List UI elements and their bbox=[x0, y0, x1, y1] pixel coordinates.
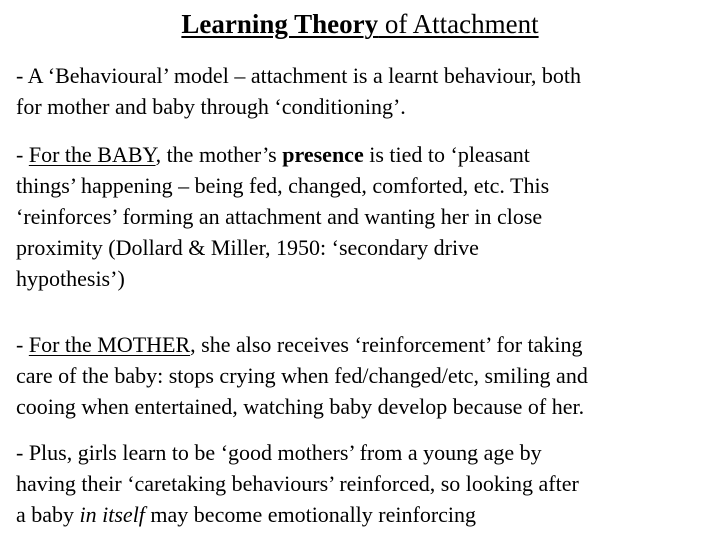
text-segment: a baby bbox=[16, 502, 80, 527]
paragraph-line: hypothesis’) bbox=[16, 266, 125, 291]
paragraph-behavioural-model bbox=[16, 60, 716, 122]
paragraph-line bbox=[16, 329, 716, 360]
paragraph-line: having their ‘caretaking behaviours’ reinforced, so looking after bbox=[16, 471, 579, 496]
paragraph-girls-learn bbox=[16, 437, 716, 530]
paragraph-line: care of the baby: stops crying when fed/changed/etc, smiling and bbox=[16, 363, 588, 388]
paragraph-line bbox=[16, 499, 716, 530]
paragraph-line: things’ happening – being fed, changed, comforted, etc. This bbox=[16, 173, 550, 198]
title-regular-text: of Attachment bbox=[378, 9, 539, 39]
text-segment: , she also receives ‘reinforcement’ for taking bbox=[190, 332, 583, 357]
paragraph-line: - A ‘Behavioural’ model – attachment is a learnt behaviour, both bbox=[16, 63, 582, 88]
slide-title bbox=[0, 7, 720, 41]
paragraph-line: - Plus, girls learn to be ‘good mothers’ from a young age by bbox=[16, 440, 542, 465]
text-segment: may become emotionally reinforcing bbox=[144, 502, 477, 527]
paragraph-line bbox=[16, 139, 716, 170]
underlined-heading: For the MOTHER bbox=[28, 332, 191, 357]
bold-text: presence bbox=[282, 142, 364, 167]
paragraph-for-the-baby bbox=[16, 139, 716, 294]
text-segment: , the mother’s bbox=[155, 142, 283, 167]
text-segment: - bbox=[16, 142, 29, 167]
paragraph-line: ‘reinforces’ forming an attachment and wanting her in close bbox=[16, 204, 543, 229]
paragraph-for-the-mother bbox=[16, 329, 716, 422]
italic-text: in itself bbox=[79, 502, 145, 527]
underlined-heading: For the BABY bbox=[28, 142, 156, 167]
paragraph-line: for mother and baby through ‘conditioning’. bbox=[16, 94, 406, 119]
paragraph-line: cooing when entertained, watching baby develop because of her. bbox=[16, 394, 585, 419]
paragraph-line: proximity (Dollard & Miller, 1950: ‘secondary drive bbox=[16, 235, 479, 260]
title-underlined-text bbox=[181, 9, 538, 39]
text-segment: is tied to ‘pleasant bbox=[363, 142, 530, 167]
title-bold-text: Learning Theory bbox=[181, 9, 379, 39]
text-segment: - bbox=[16, 332, 29, 357]
